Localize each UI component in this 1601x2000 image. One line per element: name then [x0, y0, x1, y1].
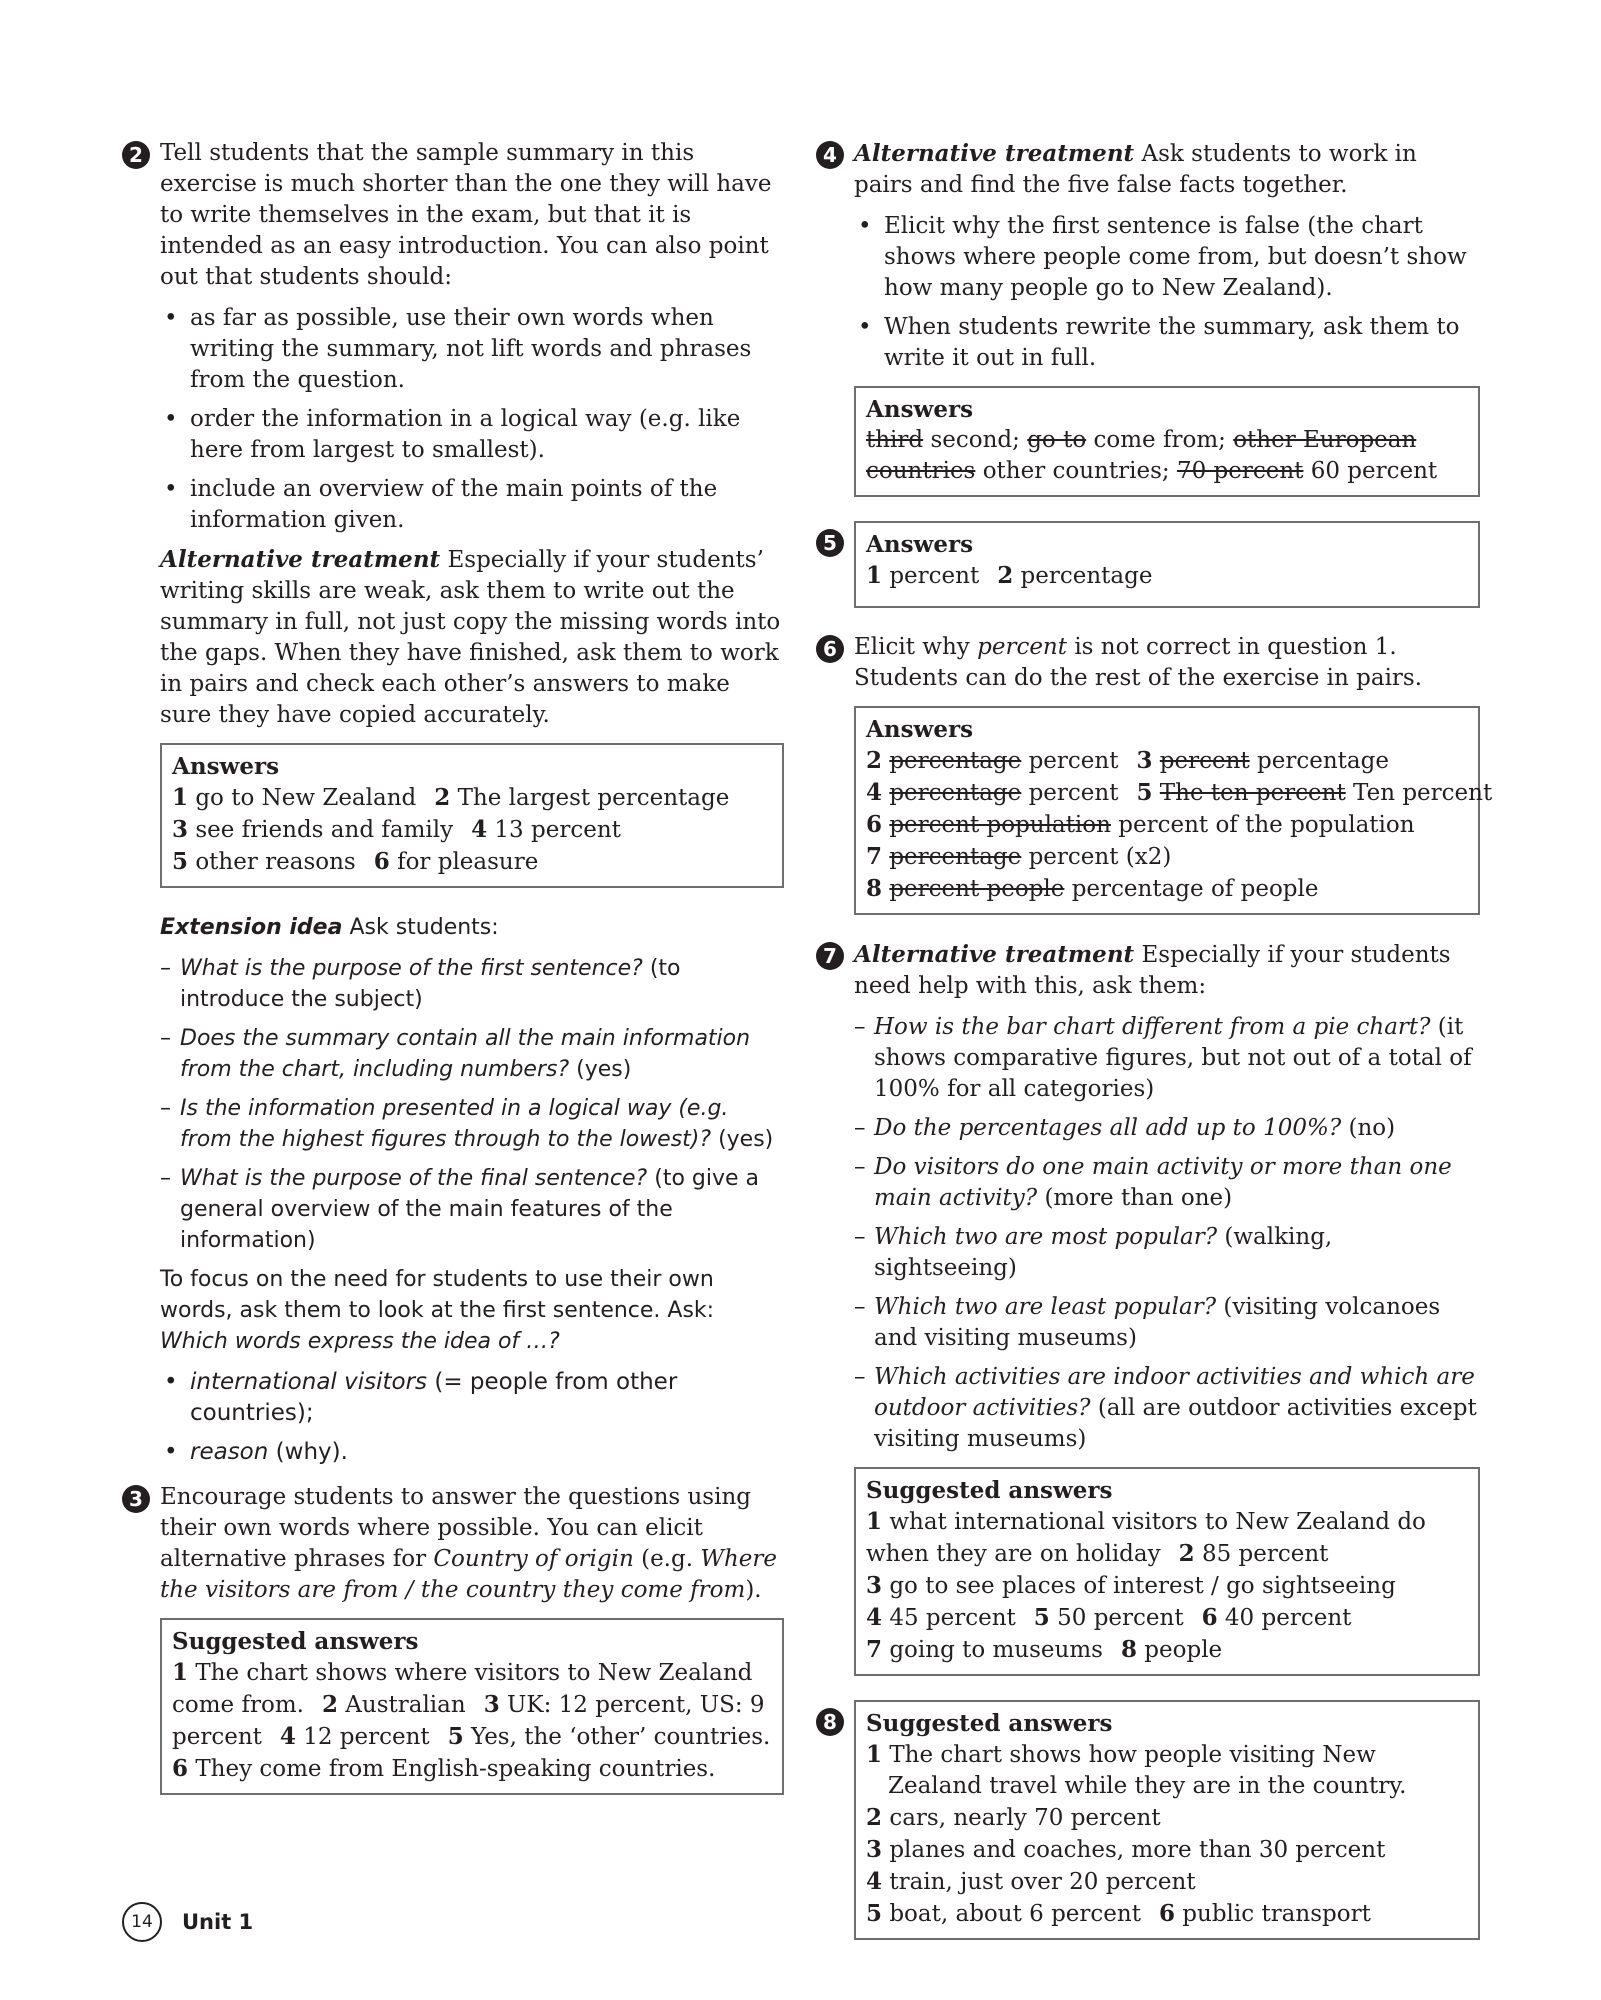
replacement-word: percent — [1028, 780, 1119, 806]
struck-word: percentage — [889, 748, 1022, 774]
term: Country of origin — [433, 1546, 634, 1572]
answer-number: 1 — [172, 1659, 189, 1686]
alt-treatment-label: Alternative treatment — [854, 140, 1135, 167]
answer-number: 1 — [866, 562, 883, 589]
struck-word: percent population — [889, 812, 1111, 838]
answer-number: 8 — [1120, 1636, 1137, 1663]
section-2-intro: Tell students that the sample summary in this exercise is much shorter than the one they will have to write themselves in the exam, but that it is intended as an easy introduction. You can also point out that students should: — [160, 140, 772, 290]
struck-word: The ten percent — [1159, 780, 1346, 806]
list-item — [874, 1292, 1480, 1354]
list-item — [190, 1437, 784, 1468]
alt-treatment-label: Alternative treatment — [854, 941, 1135, 968]
answers-title: Answers — [172, 753, 280, 780]
answers-title: Answers — [866, 716, 974, 743]
answer-text: The largest percentage — [457, 785, 730, 811]
replacement-word: percent — [1028, 748, 1119, 774]
answer-number: 7 — [866, 1636, 883, 1663]
answers-title: Answers — [866, 531, 974, 558]
answer-number: 5 — [447, 1723, 464, 1750]
answer-text: The chart shows where visitors to New Zealand come from. — [172, 1660, 753, 1718]
answer-number: 2 — [434, 784, 451, 811]
struck-word: 70 percent — [1176, 458, 1304, 484]
answer-number: 4 — [866, 1868, 883, 1895]
answer-text: cars, nearly 70 percent — [889, 1805, 1161, 1831]
struck-word: percent people — [889, 876, 1065, 902]
answer-text: other reasons — [195, 849, 356, 875]
answer-text: for pleasure — [397, 849, 539, 875]
section-number-6: 6 — [816, 635, 844, 663]
section-7 — [816, 939, 1480, 1676]
question-text: Which activities are indoor activities and which are outdoor activities? — [874, 1364, 1475, 1421]
section-8 — [816, 1700, 1480, 1940]
unit-label: Unit 1 — [182, 1910, 254, 1934]
list-item — [180, 1163, 784, 1256]
struck-word: percentage — [889, 844, 1022, 870]
answer-text: They come from English-speaking countries. — [195, 1756, 716, 1782]
answer-text: what international visitors to New Zealand do when they are on holiday — [866, 1509, 1426, 1567]
list-item — [190, 1367, 784, 1429]
answer-text: public transport — [1182, 1901, 1371, 1927]
left-column — [122, 138, 784, 1819]
section-number-3: 3 — [122, 1485, 150, 1513]
answer-row — [866, 809, 1468, 841]
extension-idea — [160, 912, 784, 1468]
alt-treatment-text: Especially if your students need help with this, ask them: — [854, 942, 1451, 999]
text-part: is not correct in question 1. Students can do the rest of the exercise in pairs. — [854, 634, 1423, 691]
replacement-word: second; — [930, 427, 1020, 453]
text-part: (e.g. — [641, 1546, 694, 1572]
replacement-word: Ten percent — [1353, 780, 1493, 806]
answer-number: 4 — [471, 816, 488, 843]
answer-text: 50 percent — [1057, 1605, 1184, 1631]
answer-number: 6 — [1158, 1900, 1175, 1927]
answer-text: 45 percent — [889, 1605, 1016, 1631]
question-answer: (no) — [1348, 1115, 1396, 1141]
answer-row — [866, 777, 1493, 809]
answer-text: people — [1144, 1637, 1223, 1663]
focus-rest: (= people from other countries); — [190, 1369, 678, 1426]
replacement-word: percentage — [1257, 748, 1389, 774]
answer-number: 6 — [373, 848, 390, 875]
replacement-word: percentage of people — [1071, 876, 1319, 902]
answer-row — [172, 814, 772, 846]
answers-box-3 — [160, 1618, 784, 1795]
answer-row — [172, 846, 772, 878]
alt-treatment-text: Especially if your students’ writing skills are weak, ask them to write out the summary in full, not just copy the missing words into the gaps. When they have finished, ask them to work in pairs and check each other’s answers to make sure they have copied accurately. — [160, 547, 781, 728]
focus-paragraph — [160, 1264, 784, 1357]
section-6 — [816, 632, 1493, 915]
answer-row — [866, 1866, 1468, 1898]
list-item — [874, 1222, 1480, 1284]
answer-text: Australian — [345, 1692, 466, 1718]
alt-treatment-text: Ask students to work in pairs and find the five false facts together. — [854, 141, 1417, 198]
question-answer: (yes) — [718, 1127, 774, 1152]
answer-row — [866, 745, 1468, 777]
answer-text: going to museums — [889, 1637, 1103, 1663]
answers-title: Answers — [866, 396, 974, 423]
answer-flow — [172, 1657, 772, 1785]
section-4-text — [854, 138, 1480, 201]
question-answer: (more than one) — [1044, 1185, 1233, 1211]
replacement-word: come from; — [1093, 427, 1226, 453]
answer-text: percentage — [1020, 563, 1153, 589]
extension-intro — [160, 912, 784, 943]
section-7-text — [854, 939, 1480, 1002]
question-text: How is the bar chart different from a pie chart? — [874, 1014, 1431, 1040]
answer-row — [866, 1802, 1468, 1834]
answer-number: 2 — [866, 747, 883, 774]
question-text: What is the purpose of the first sentence? — [180, 956, 643, 981]
question-text: Which two are least popular? — [874, 1294, 1217, 1320]
section-4 — [816, 138, 1480, 497]
answer-number: 5 — [1033, 1604, 1050, 1631]
answer-number: 6 — [172, 1755, 189, 1782]
list-item — [874, 1113, 1480, 1144]
list-item — [180, 1093, 784, 1155]
question-answer: (yes) — [576, 1057, 632, 1082]
question-answer: (to give a general overview of the main features of the information) — [180, 1166, 760, 1253]
answer-row — [866, 1634, 1468, 1666]
list-item — [874, 1362, 1480, 1455]
extension-intro-text: Ask students: — [349, 915, 499, 940]
focus-term: international visitors — [190, 1369, 428, 1395]
section-2 — [122, 138, 784, 1468]
answer-number: 3 — [172, 816, 189, 843]
answer-text: 85 percent — [1201, 1541, 1329, 1567]
answer-text: planes and coaches, more than 30 percent — [889, 1837, 1386, 1863]
struck-word: other European countries — [866, 427, 1417, 484]
replacement-word: 60 percent — [1310, 458, 1438, 484]
struck-word: go to — [1027, 427, 1087, 453]
question-answer: (walking, sightseeing) — [874, 1224, 1333, 1281]
question-text: Does the summary contain all the main information from the chart, including numbers? — [180, 1026, 751, 1082]
question-answer: (it shows comparative figures, but not out of a total of 100% for all categories) — [874, 1014, 1472, 1102]
term: percent — [977, 634, 1067, 660]
answer-number: 4 — [866, 779, 883, 806]
answer-text: go to see places of interest / go sightseeing — [889, 1573, 1396, 1599]
answer-number: 2 — [866, 1804, 883, 1831]
section-6-text — [854, 632, 1480, 694]
answer-text: boat, about 6 percent — [889, 1901, 1141, 1927]
answer-number: 4 — [866, 1604, 883, 1631]
answer-number: 3 — [483, 1691, 500, 1718]
answer-line — [866, 1739, 1468, 1802]
question-answer: (all are outdoor activities except visiting museums) — [874, 1395, 1477, 1452]
answer-row — [172, 782, 772, 814]
focus-question: Which words express the idea of …? — [160, 1329, 560, 1354]
answer-number: 5 — [172, 848, 189, 875]
answer-number: 2 — [321, 1691, 338, 1718]
page-footer — [122, 1902, 253, 1942]
list-item: • include an overview of the main points of the information given. — [190, 474, 784, 536]
extension-title: Extension idea — [160, 915, 343, 940]
answer-number: 5 — [1136, 779, 1153, 806]
answer-text: train, just over 20 percent — [889, 1869, 1196, 1895]
answer-number: 1 — [172, 784, 189, 811]
answer-text: Yes, the ‘other’ countries. — [471, 1724, 771, 1750]
list-item — [874, 1152, 1480, 1214]
section-number-2: 2 — [122, 141, 150, 169]
answer-row — [866, 560, 1468, 592]
answer-row — [866, 841, 1468, 873]
section-5 — [816, 521, 1480, 608]
section-number-7: 7 — [816, 942, 844, 970]
replacement-word: percent (x2) — [1028, 844, 1172, 870]
answer-row — [866, 1602, 1468, 1634]
example: Where the visitors are from / the country they come from — [160, 1546, 778, 1603]
answer-number: 5 — [866, 1900, 883, 1927]
focus-term: reason — [190, 1439, 269, 1465]
answers-box-7 — [854, 1467, 1480, 1676]
answer-number: 7 — [866, 843, 883, 870]
list-item — [180, 1023, 784, 1085]
question-text: Do visitors do one main activity or more than one main activity? — [874, 1154, 1452, 1211]
answer-row — [866, 1834, 1468, 1866]
answers-box-4 — [854, 386, 1480, 497]
answer-text: go to New Zealand — [195, 785, 417, 811]
replacement-word: percent of the population — [1118, 812, 1415, 838]
question-text: What is the purpose of the final sentence? — [180, 1166, 648, 1191]
answers-box-6 — [854, 706, 1493, 915]
answer-row — [866, 1898, 1468, 1930]
replacement-word: other countries; — [982, 458, 1170, 484]
answer-flow — [866, 425, 1468, 487]
answers-title: Suggested answers — [866, 1477, 1113, 1504]
section-2-alternative — [160, 544, 784, 731]
section-number-5: 5 — [816, 529, 844, 557]
answer-number: 3 — [866, 1836, 883, 1863]
text-part: Encourage students to answer the questions using their own words where possible. You can elicit alternative phrases for — [160, 1484, 752, 1572]
focus-rest: (why). — [275, 1439, 348, 1465]
section-number-4: 4 — [816, 141, 844, 169]
answer-number: 4 — [279, 1723, 296, 1750]
focus-list — [160, 1367, 784, 1468]
list-item: • as far as possible, use their own words when writing the summary, not lift words and phrases from the question. — [190, 303, 784, 396]
focus-text: To focus on the need for students to use their own words, ask them to look at the first sentence. Ask: — [160, 1267, 715, 1323]
answer-number: 2 — [1178, 1540, 1195, 1567]
answer-text: UK: 12 percent, US: 9 percent — [172, 1692, 765, 1750]
answers-box-8 — [854, 1700, 1480, 1940]
right-column — [816, 138, 1493, 1964]
answer-number: 1 — [866, 1508, 883, 1535]
answer-number: 6 — [1201, 1604, 1218, 1631]
question-answer: (visiting volcanoes and visiting museums) — [874, 1294, 1441, 1351]
answer-number: 1 — [866, 1741, 883, 1768]
answer-text: 13 percent — [494, 817, 621, 843]
list-item: • Elicit why the first sentence is false (the chart shows where people come from, but doesn’t show how many people go to New Zealand). — [884, 211, 1480, 304]
answer-number: 3 — [866, 1572, 883, 1599]
section-2-bullets — [160, 303, 784, 536]
text-part: Elicit why — [854, 634, 970, 660]
list-item — [874, 1012, 1480, 1105]
struck-word: third — [866, 427, 924, 453]
struck-word: percentage — [889, 780, 1022, 806]
struck-word: percent — [1159, 748, 1250, 774]
question-text: Which two are most popular? — [874, 1224, 1218, 1250]
answers-box-2 — [160, 743, 784, 888]
list-item — [180, 953, 784, 1015]
alt-treatment-label: Alternative treatment — [160, 546, 441, 573]
text-part: ). — [745, 1577, 762, 1603]
answer-number: 2 — [997, 562, 1014, 589]
answer-text: 12 percent — [303, 1724, 430, 1750]
list-item: • When students rewrite the summary, ask them to write it out in full. — [884, 312, 1480, 374]
section-3 — [122, 1482, 784, 1795]
answer-row — [866, 1570, 1468, 1602]
section-4-bullets — [854, 211, 1480, 374]
section-3-text — [160, 1482, 784, 1606]
answer-text: percent — [889, 563, 980, 589]
section-7-questions — [854, 1012, 1480, 1455]
answer-number: 6 — [866, 811, 883, 838]
answer-row — [866, 873, 1468, 905]
answer-number: 3 — [1136, 747, 1153, 774]
extension-questions — [160, 953, 784, 1256]
answers-title: Suggested answers — [866, 1710, 1113, 1737]
question-text: Is the information presented in a logical way (e.g. from the highest figures through to the lowest)? — [180, 1096, 729, 1152]
answer-text: 40 percent — [1224, 1605, 1352, 1631]
list-item: • order the information in a logical way (e.g. like here from largest to smallest). — [190, 404, 784, 466]
page-number: 14 — [122, 1902, 162, 1942]
answers-title: Suggested answers — [172, 1628, 419, 1655]
answer-text: The chart shows how people visiting New Zealand travel while they are in the country. — [888, 1742, 1407, 1799]
question-text: Do the percentages all add up to 100%? — [874, 1115, 1342, 1141]
answer-line — [866, 1506, 1468, 1570]
question-answer: (to introduce the subject) — [180, 956, 681, 1012]
section-number-8: 8 — [816, 1708, 844, 1736]
answer-text: see friends and family — [195, 817, 454, 843]
answer-number: 8 — [866, 875, 883, 902]
answers-box-5 — [854, 521, 1480, 608]
